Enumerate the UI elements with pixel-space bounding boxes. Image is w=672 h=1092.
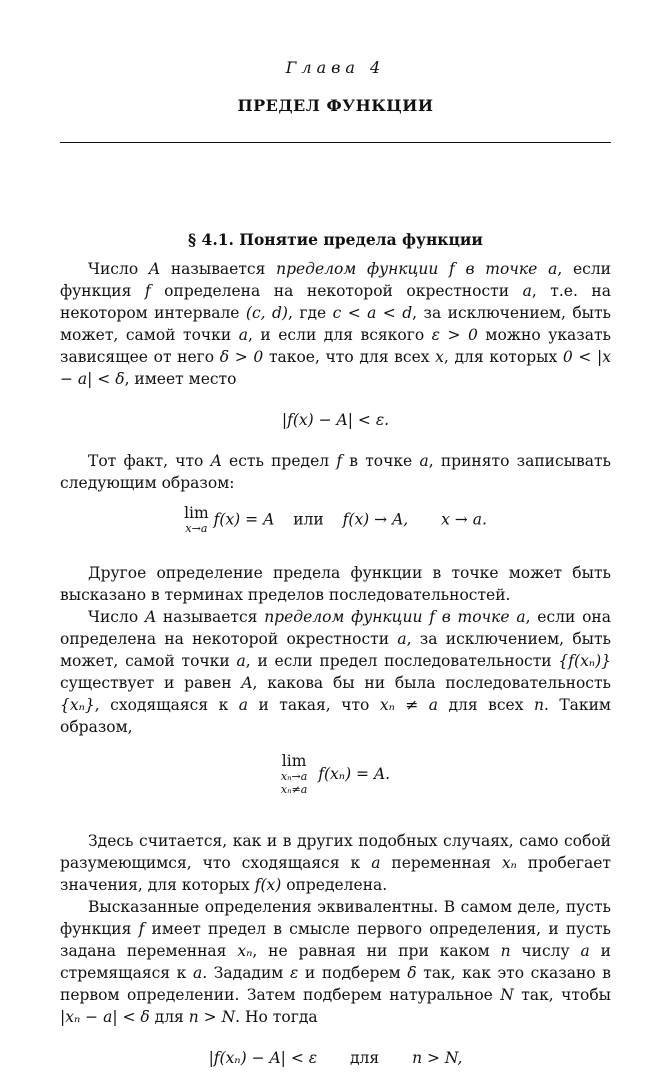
text: Высказанные определения эквивалентны. В самом деле, пусть функция: [60, 898, 611, 938]
math-a: a: [580, 942, 590, 960]
emphasis-term: пределом функции f в точке a: [264, 608, 526, 626]
text: , для которых: [443, 348, 563, 366]
math-a: a: [238, 696, 248, 714]
math-sequence: {f(xₙ)}: [558, 652, 611, 670]
text: так, чтобы: [513, 986, 612, 1004]
text: существует и равен: [60, 674, 242, 692]
paragraph-remark: [60, 830, 611, 896]
math-a: a: [192, 964, 203, 982]
text: , если функция: [60, 260, 611, 300]
text: есть предел: [221, 452, 337, 470]
chapter-title: ПРЕДЕЛ ФУНКЦИИ: [237, 96, 434, 115]
lim-condition: xₙ≠a: [280, 783, 308, 796]
paragraph-notation: [60, 450, 611, 494]
body-text: [60, 258, 611, 1092]
formula: f(x) → A,: [342, 510, 409, 529]
math-sequence: {xₙ}: [60, 696, 95, 714]
text: , имеет место: [124, 370, 237, 388]
section-title: § 4.1. Понятие предела функции: [188, 230, 483, 249]
text: Число: [88, 260, 149, 278]
lim-condition: xₙ→a: [280, 770, 308, 783]
formula: |f(x) − A| < ε.: [281, 411, 390, 429]
math-delta: δ > 0: [219, 348, 264, 366]
text: Другое определение предела функции в точке может быть высказано в терминах пределов последовательностей.: [60, 564, 611, 604]
paragraph-definition-1: [60, 258, 611, 390]
display-formula-2: [60, 494, 611, 560]
math-A: A: [241, 674, 253, 692]
math-A: A: [148, 260, 161, 278]
math-inequality: c < a < d: [332, 304, 413, 322]
text: и стремящаяся к: [60, 942, 611, 982]
lim-condition: x→a: [185, 522, 208, 535]
math-x: x: [435, 348, 444, 366]
display-formula-1: [60, 390, 611, 450]
text: , если она определена на некоторой окрестности: [60, 608, 611, 648]
paragraph-definition-2: [60, 606, 611, 738]
text: для: [149, 1008, 189, 1026]
text: и такая, что: [248, 696, 380, 714]
math-xn: xₙ: [501, 854, 517, 872]
text: для всех: [438, 696, 534, 714]
math-a: a: [522, 282, 532, 300]
text: , т.е. на некотором интервале: [60, 282, 611, 322]
lim-word: lim: [281, 752, 307, 770]
math-A: A: [144, 608, 157, 626]
math-delta: δ: [407, 964, 417, 982]
text: Тот факт, что: [88, 452, 211, 470]
text: можно указать зависящее от него: [60, 326, 611, 366]
text: называется: [156, 608, 265, 626]
limit-operator: [184, 504, 209, 535]
text: , не равная ни при каком: [252, 942, 501, 960]
text: , где: [287, 304, 333, 322]
text: в точке: [342, 452, 420, 470]
math-epsilon: ε > 0: [431, 326, 478, 344]
text: , сходящаяся к: [94, 696, 239, 714]
math-condition: 0 < |x − a| < δ: [60, 348, 611, 388]
formula: f(xₙ) = A.: [318, 765, 391, 783]
paragraph-alternative: [60, 562, 611, 606]
limit-operator: [281, 752, 307, 796]
text-for: для: [350, 1049, 380, 1067]
formula: n > N,: [412, 1049, 463, 1067]
math-not-equal: xₙ ≠ a: [379, 696, 439, 714]
text: , какова бы ни была последовательность: [252, 674, 611, 692]
math-condition: n > N: [188, 1008, 236, 1026]
math-a: a: [236, 652, 246, 670]
formula: f(x) = A: [213, 510, 275, 529]
text: Здесь считается, как и в других подобных случаях, само собой разумеющимся, что сходящаяся к: [60, 832, 611, 872]
text: определена.: [281, 876, 388, 894]
text: переменная: [380, 854, 502, 872]
math-A: A: [210, 452, 222, 470]
text: пробегает значения, для которых: [60, 854, 611, 894]
math-N: N: [500, 986, 514, 1004]
math-n: n: [500, 942, 511, 960]
text: . Таким образом,: [60, 696, 611, 736]
chapter-label: Глава 4: [285, 58, 386, 77]
text-or: или: [293, 510, 324, 529]
display-formula-3: [60, 738, 611, 830]
text: числу: [510, 942, 581, 960]
paragraph-equivalence: [60, 896, 611, 1028]
text: называется: [160, 260, 277, 278]
text: . Зададим: [202, 964, 290, 982]
display-formula-4: [60, 1028, 611, 1092]
title-rule: [60, 142, 611, 143]
math-condition: |xₙ − a| < δ: [60, 1008, 150, 1026]
math-epsilon: ε: [289, 964, 299, 982]
text: , за исключением, быть может, самой точки: [60, 630, 611, 670]
text: , и если для всякого: [247, 326, 432, 344]
lim-word: lim: [184, 504, 209, 522]
text: и подберем: [298, 964, 408, 982]
math-f: f: [138, 920, 145, 938]
math-f: f: [336, 452, 343, 470]
book-page: [60, 0, 612, 1067]
formula: |f(xₙ) − A| < ε: [208, 1049, 318, 1067]
math-xn: xₙ: [237, 942, 253, 960]
text: , и если предел последовательности: [245, 652, 559, 670]
math-n: n: [533, 696, 544, 714]
text: , за исключением, быть может, самой точки: [60, 304, 611, 344]
text: имеет предел в смысле первого определения, и пусть задана переменная: [60, 920, 611, 960]
formula: x → a.: [441, 510, 487, 529]
text: , принято записывать следующим образом:: [60, 452, 611, 492]
math-f: f: [144, 282, 151, 300]
text: определена на некоторой окрестности: [150, 282, 523, 300]
text: так, как это сказано в первом определении. Затем подберем натуральное: [60, 964, 611, 1004]
emphasis-term: пределом функции f в точке a: [276, 260, 558, 278]
text: такое, что для всех: [263, 348, 436, 366]
math-a: a: [419, 452, 429, 470]
math-a: a: [397, 630, 407, 648]
math-a: a: [371, 854, 381, 872]
text: . Но тогда: [235, 1008, 318, 1026]
math-fx: f(x): [254, 876, 282, 894]
math-interval: (c, d): [245, 304, 288, 322]
text: Число: [88, 608, 145, 626]
math-a: a: [238, 326, 248, 344]
